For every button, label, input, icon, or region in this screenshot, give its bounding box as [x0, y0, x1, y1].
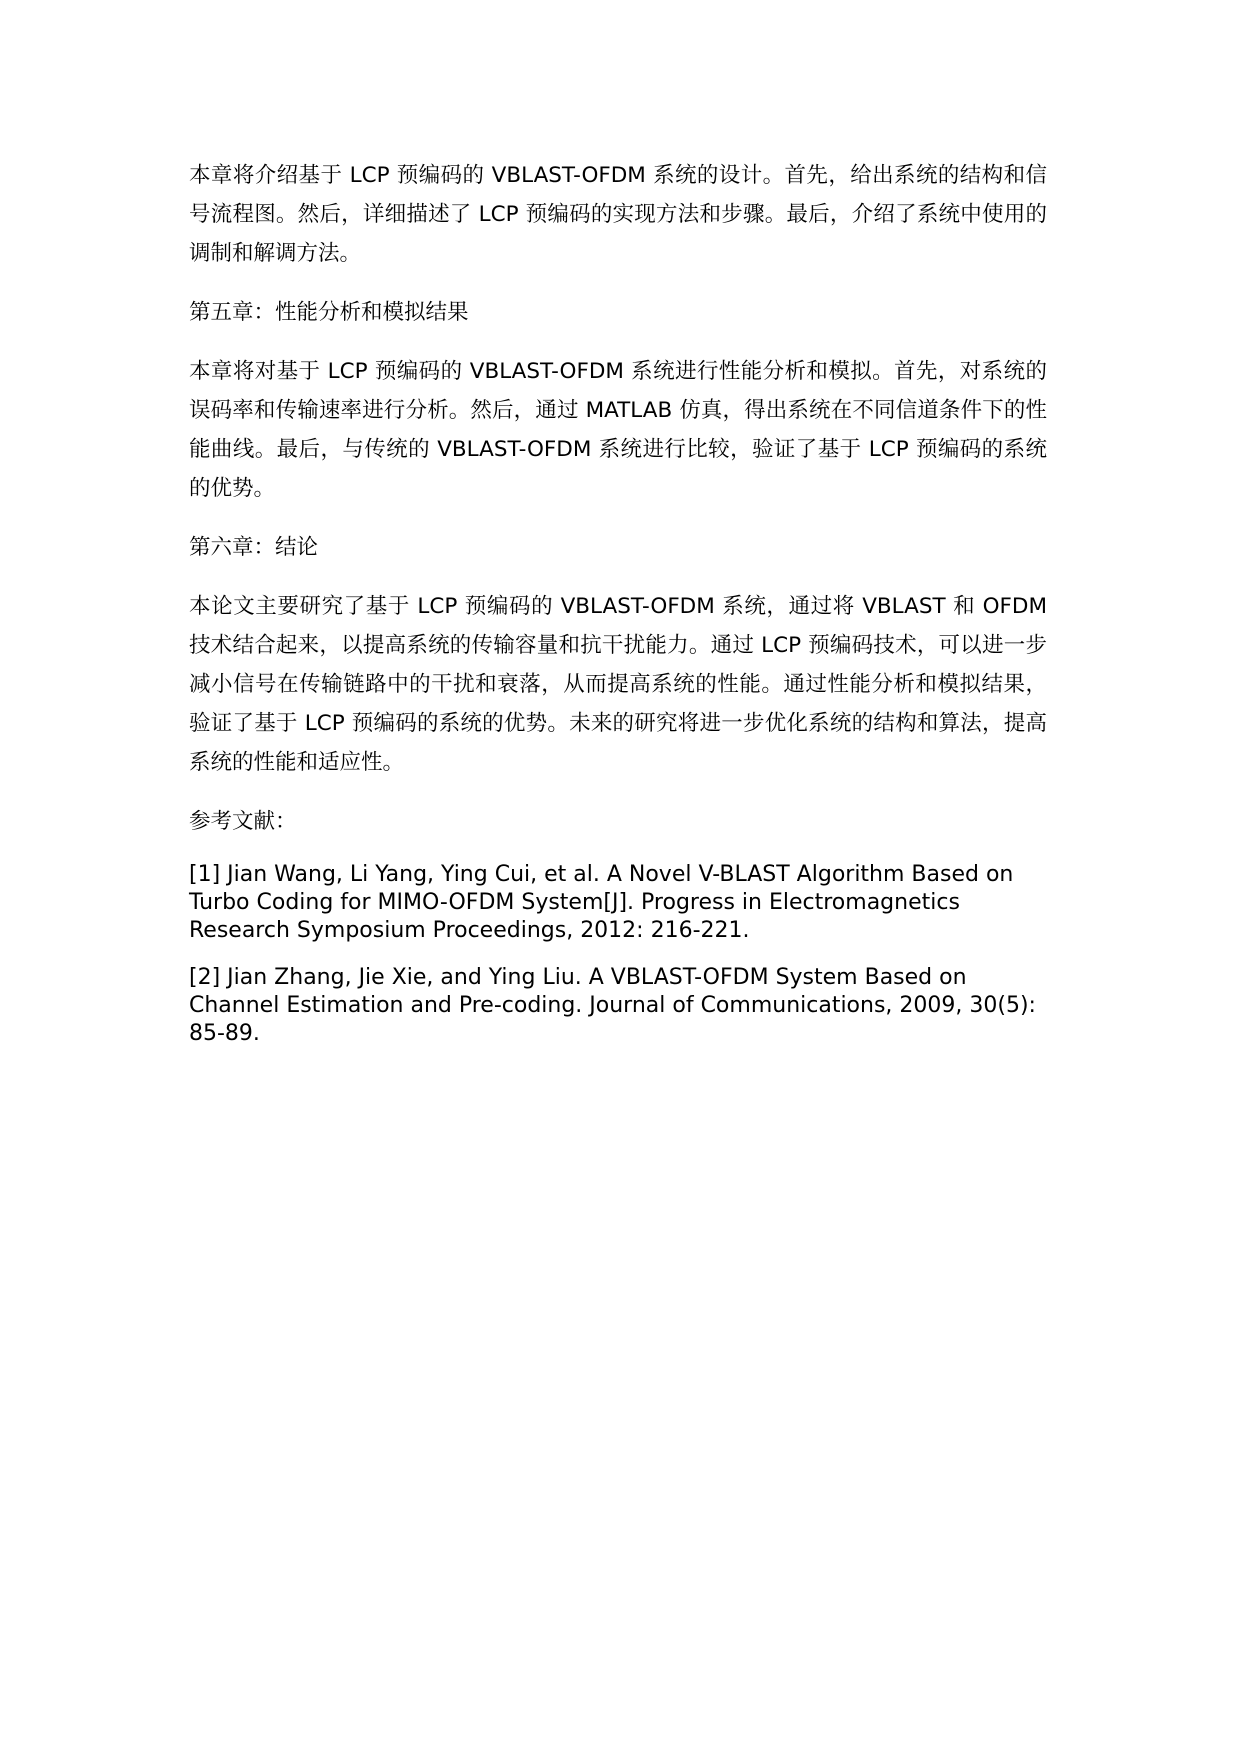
- conclusion-paragraph: 本论文主要研究了基于 LCP 预编码的 VBLAST-OFDM 系统，通过将 VBLAST 和 OFDM 技术结合起来，以提高系统的传输容量和抗干扰能力。通过 LCP 预编码技术，可以进一步减小信号在传输链路中的干扰和衰落，从而提高系统的性能。通过性能分析和模拟结果，验证了基于 LCP 预编码的系统的优势。未来的研究将进一步优化系统的结构和算法，提高系统的性能和适应性。: [189, 594, 1047, 775]
- chapter6-heading: 第六章：结论: [189, 535, 319, 560]
- references-heading: 参考文献：: [189, 809, 297, 834]
- chapter5-heading: 第五章：性能分析和模拟结果: [189, 300, 469, 325]
- chapter5-summary-paragraph: 本章将对基于 LCP 预编码的 VBLAST-OFDM 系统进行性能分析和模拟。首先，对系统的误码率和传输速率进行分析。然后，通过 MATLAB 仿真，得出系统在不同信道条件下的性能曲线。最后，与传统的 VBLAST-OFDM 系统进行比较，验证了基于 LCP 预编码的系统的优势。: [189, 359, 1047, 501]
- document-page: [189, 156, 1047, 1067]
- reference-item-2: [2] Jian Zhang, Jie Xie, and Ying Liu. A VBLAST-OFDM System Based on Channel Estimation and Pre-coding. Journal of Communications, 2009, 30(5): 85-89.: [189, 965, 1036, 1046]
- chapter4-summary-paragraph: 本章将介绍基于 LCP 预编码的 VBLAST-OFDM 系统的设计。首先，给出系统的结构和信号流程图。然后，详细描述了 LCP 预编码的实现方法和步骤。最后，介绍了系统中使用的调制和解调方法。: [189, 163, 1047, 266]
- reference-item-1: [1] Jian Wang, Li Yang, Ying Cui, et al. A Novel V-BLAST Algorithm Based on Turbo Coding for MIMO-OFDM System[J]. Progress in Electromagnetics Research Symposium Proceedings, 2012: 216-221.: [189, 862, 1014, 943]
